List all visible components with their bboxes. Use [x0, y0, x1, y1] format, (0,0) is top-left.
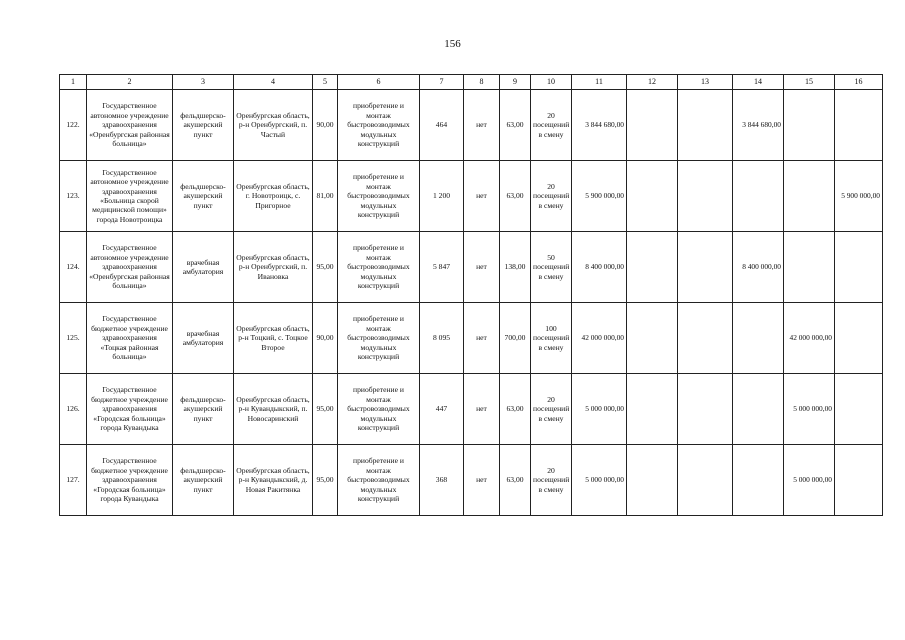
total-cost-cell: 5 000 000,00: [572, 445, 627, 516]
cost-cell-16: [835, 445, 883, 516]
cost-cell-13: [678, 232, 733, 303]
cost-cell-12: [627, 161, 678, 232]
area-cell: 90,00: [313, 303, 338, 374]
organization-cell: Государственное автономное учреждение здравоохранения «Больница скорой медицинской помощи» города Новотроицка: [87, 161, 173, 232]
work-description-cell: приобретение и монтаж быстровозводимых модульных конструкций: [338, 445, 420, 516]
location-cell: Оренбургская область, р-н Оренбургский, п. Ивановка: [234, 232, 313, 303]
availability-cell: нет: [464, 374, 500, 445]
total-cost-cell: 5 900 000,00: [572, 161, 627, 232]
table-row: [60, 161, 883, 232]
population-cell: 368: [420, 445, 464, 516]
distance-cell: 63,00: [500, 445, 531, 516]
work-description-cell: приобретение и монтаж быстровозводимых модульных конструкций: [338, 303, 420, 374]
row-number-cell: 127.: [60, 445, 87, 516]
column-header: 2: [87, 75, 173, 90]
column-header: 6: [338, 75, 420, 90]
organization-cell: Государственное бюджетное учреждение здравоохранения «Тоцкая районная больница»: [87, 303, 173, 374]
header-row: [60, 75, 883, 90]
cost-cell-16: [835, 90, 883, 161]
cost-cell-12: [627, 90, 678, 161]
availability-cell: нет: [464, 303, 500, 374]
capacity-cell: 20 посещений в смену: [531, 374, 572, 445]
cost-cell-13: [678, 90, 733, 161]
location-cell: Оренбургская область, г. Новотроицк, с. Пригорное: [234, 161, 313, 232]
capacity-cell: 50 посещений в смену: [531, 232, 572, 303]
population-cell: 8 095: [420, 303, 464, 374]
population-cell: 5 847: [420, 232, 464, 303]
area-cell: 95,00: [313, 374, 338, 445]
column-header: 12: [627, 75, 678, 90]
area-cell: 81,00: [313, 161, 338, 232]
cost-cell-13: [678, 303, 733, 374]
area-cell: 95,00: [313, 232, 338, 303]
work-description-cell: приобретение и монтаж быстровозводимых модульных конструкций: [338, 232, 420, 303]
cost-cell-16: [835, 232, 883, 303]
facilities-table: [59, 74, 883, 516]
work-description-cell: приобретение и монтаж быстровозводимых модульных конструкций: [338, 374, 420, 445]
location-cell: Оренбургская область, р-н Кувандыкский, д. Новая Ракитянка: [234, 445, 313, 516]
availability-cell: нет: [464, 445, 500, 516]
capacity-cell: 20 посещений в смену: [531, 445, 572, 516]
availability-cell: нет: [464, 90, 500, 161]
column-header: 10: [531, 75, 572, 90]
cost-cell-12: [627, 445, 678, 516]
row-number-cell: 122.: [60, 90, 87, 161]
organization-cell: Государственное автономное учреждение здравоохранения «Оренбургская районная больница»: [87, 232, 173, 303]
facility-type-cell: фельдшерско-акушерский пункт: [173, 161, 234, 232]
row-number-cell: 126.: [60, 374, 87, 445]
distance-cell: 63,00: [500, 161, 531, 232]
population-cell: 464: [420, 90, 464, 161]
facility-type-cell: фельдшерско-акушерский пункт: [173, 90, 234, 161]
cost-cell-15: 5 000 000,00: [784, 445, 835, 516]
table-row: [60, 232, 883, 303]
column-header: 13: [678, 75, 733, 90]
table-row: [60, 303, 883, 374]
column-header: 16: [835, 75, 883, 90]
facility-type-cell: фельдшерско-акушерский пункт: [173, 374, 234, 445]
cost-cell-14: [733, 303, 784, 374]
population-cell: 447: [420, 374, 464, 445]
distance-cell: 700,00: [500, 303, 531, 374]
cost-cell-15: 42 000 000,00: [784, 303, 835, 374]
column-header: 9: [500, 75, 531, 90]
organization-cell: Государственное бюджетное учреждение здравоохранения «Городская больница» города Кувандыка: [87, 445, 173, 516]
page-number: 156: [444, 38, 461, 50]
cost-cell-13: [678, 374, 733, 445]
column-header: 7: [420, 75, 464, 90]
table-row: [60, 90, 883, 161]
column-header: 5: [313, 75, 338, 90]
cost-cell-13: [678, 161, 733, 232]
facility-type-cell: врачебная амбулатория: [173, 232, 234, 303]
population-cell: 1 200: [420, 161, 464, 232]
capacity-cell: 20 посещений в смену: [531, 161, 572, 232]
column-header: 3: [173, 75, 234, 90]
organization-cell: Государственное автономное учреждение здравоохранения «Оренбургская районная больница»: [87, 90, 173, 161]
cost-cell-15: [784, 161, 835, 232]
availability-cell: нет: [464, 232, 500, 303]
column-header: 11: [572, 75, 627, 90]
total-cost-cell: 42 000 000,00: [572, 303, 627, 374]
cost-cell-15: [784, 232, 835, 303]
capacity-cell: 100 посещений в смену: [531, 303, 572, 374]
facility-type-cell: фельдшерско-акушерский пункт: [173, 445, 234, 516]
facility-type-cell: врачебная амбулатория: [173, 303, 234, 374]
total-cost-cell: 3 844 680,00: [572, 90, 627, 161]
column-header: 15: [784, 75, 835, 90]
cost-cell-15: 5 000 000,00: [784, 374, 835, 445]
column-header: 8: [464, 75, 500, 90]
table-row: [60, 445, 883, 516]
area-cell: 95,00: [313, 445, 338, 516]
location-cell: Оренбургская область, р-н Кувандыкский, п. Новосаринский: [234, 374, 313, 445]
cost-cell-14: [733, 445, 784, 516]
column-header: 1: [60, 75, 87, 90]
work-description-cell: приобретение и монтаж быстровозводимых модульных конструкций: [338, 90, 420, 161]
column-header: 14: [733, 75, 784, 90]
cost-cell-16: [835, 303, 883, 374]
row-number-cell: 124.: [60, 232, 87, 303]
area-cell: 90,00: [313, 90, 338, 161]
cost-cell-15: [784, 90, 835, 161]
cost-cell-14: [733, 374, 784, 445]
column-header: 4: [234, 75, 313, 90]
cost-cell-12: [627, 303, 678, 374]
distance-cell: 138,00: [500, 232, 531, 303]
location-cell: Оренбургская область, р-н Оренбургский, п. Частый: [234, 90, 313, 161]
cost-cell-16: [835, 374, 883, 445]
cost-cell-14: [733, 161, 784, 232]
cost-cell-14: 8 400 000,00: [733, 232, 784, 303]
organization-cell: Государственное бюджетное учреждение здравоохранения «Городская больница» города Кувандыка: [87, 374, 173, 445]
total-cost-cell: 5 000 000,00: [572, 374, 627, 445]
distance-cell: 63,00: [500, 374, 531, 445]
cost-cell-12: [627, 374, 678, 445]
table-row: [60, 374, 883, 445]
cost-cell-16: 5 900 000,00: [835, 161, 883, 232]
capacity-cell: 20 посещений в смену: [531, 90, 572, 161]
row-number-cell: 125.: [60, 303, 87, 374]
availability-cell: нет: [464, 161, 500, 232]
distance-cell: 63,00: [500, 90, 531, 161]
cost-cell-14: 3 844 680,00: [733, 90, 784, 161]
total-cost-cell: 8 400 000,00: [572, 232, 627, 303]
row-number-cell: 123.: [60, 161, 87, 232]
cost-cell-12: [627, 232, 678, 303]
cost-cell-13: [678, 445, 733, 516]
work-description-cell: приобретение и монтаж быстровозводимых модульных конструкций: [338, 161, 420, 232]
location-cell: Оренбургская область, р-н Тоцкий, с. Тоцкое Второе: [234, 303, 313, 374]
